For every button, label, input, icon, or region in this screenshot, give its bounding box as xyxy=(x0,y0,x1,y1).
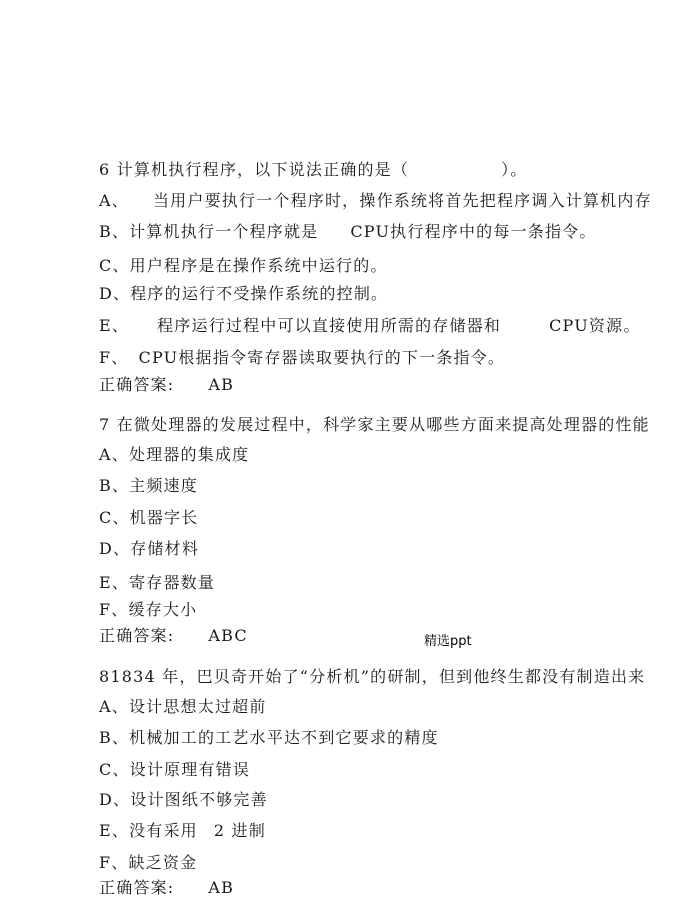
answer-label: 正确答案: xyxy=(99,626,175,645)
option-b-prefix: B、计算机执行一个程序就是 xyxy=(99,222,319,241)
question-7-option-b: B、主频速度 xyxy=(99,476,198,495)
question-7-option-e: E、寄存器数量 xyxy=(99,573,216,592)
option-b-text: CPU执行程序中的每一条指令。 xyxy=(350,222,597,241)
question-6-answer xyxy=(99,375,234,395)
option-c-text: C、用户程序是在操作系统中运行的。 xyxy=(99,256,388,275)
question-7-option-d: D、存储材料 xyxy=(99,539,200,558)
question-8-answer xyxy=(99,878,234,898)
question-8-stem: 81834 年，巴贝奇开始了“分析机”的研制，但到他终生都没有制造出来 xyxy=(99,667,646,686)
question-7-option-c: C、机器字长 xyxy=(99,508,199,527)
question-7-option-f: F、缓存大小 xyxy=(99,600,198,619)
answer-label: 正确答案: xyxy=(99,878,175,897)
question-8-option-e xyxy=(99,821,266,841)
question-6-option-a xyxy=(99,191,652,211)
option-f-text: CPU根据指令寄存器读取要执行的下一条指令。 xyxy=(138,348,506,367)
option-a-text: 当用户要执行一个程序时，操作系统将首先把程序调入计算机内存 xyxy=(152,191,652,210)
answer-value: AB xyxy=(208,878,235,897)
question-8-option-a: A、设计思想太过超前 xyxy=(99,697,267,716)
question-7-option-a: A、处理器的集成度 xyxy=(99,445,250,464)
question-6-option-c xyxy=(99,256,388,276)
question-8-option-f: F、缺乏资金 xyxy=(99,853,198,872)
question-7-stem: 7 在微处理器的发展过程中，科学家主要从哪些方面来提高处理器的性能 xyxy=(99,415,650,434)
question-6-option-d xyxy=(99,284,388,304)
question-6-stem xyxy=(99,160,527,180)
option-e-text: E、没有采用 xyxy=(99,821,198,840)
watermark-text: 精选ppt xyxy=(424,634,472,649)
question-6-stem-text: 6 计算机执行程序，以下说法正确的是（ xyxy=(99,160,410,179)
option-e-tail: CPU资源。 xyxy=(549,316,641,335)
question-8-option-d: D、设计图纸不够完善 xyxy=(99,790,268,809)
question-6-stem-close: ）。 xyxy=(501,160,528,179)
question-6-option-b xyxy=(99,222,597,242)
option-e-binary: 2 进制 xyxy=(213,821,266,840)
question-6-option-e xyxy=(99,316,641,336)
option-e-prefix: E、 xyxy=(99,316,130,335)
question-8-option-b: B、机械加工的工艺水平达不到它要求的精度 xyxy=(99,728,439,747)
answer-value: ABC xyxy=(208,626,248,645)
question-8-option-c: C、设计原理有错误 xyxy=(99,760,251,779)
option-f-prefix: F、 xyxy=(99,348,129,367)
option-e-text: 程序运行过程中可以直接使用所需的存储器和 xyxy=(157,316,502,335)
question-6-option-f xyxy=(99,348,505,368)
question-7-answer xyxy=(99,626,248,646)
answer-label: 正确答案: xyxy=(99,375,175,394)
option-a-prefix: A、 xyxy=(99,191,129,210)
option-d-text: D、程序的运行不受操作系统的控制。 xyxy=(99,284,389,303)
answer-value: AB xyxy=(208,375,235,394)
